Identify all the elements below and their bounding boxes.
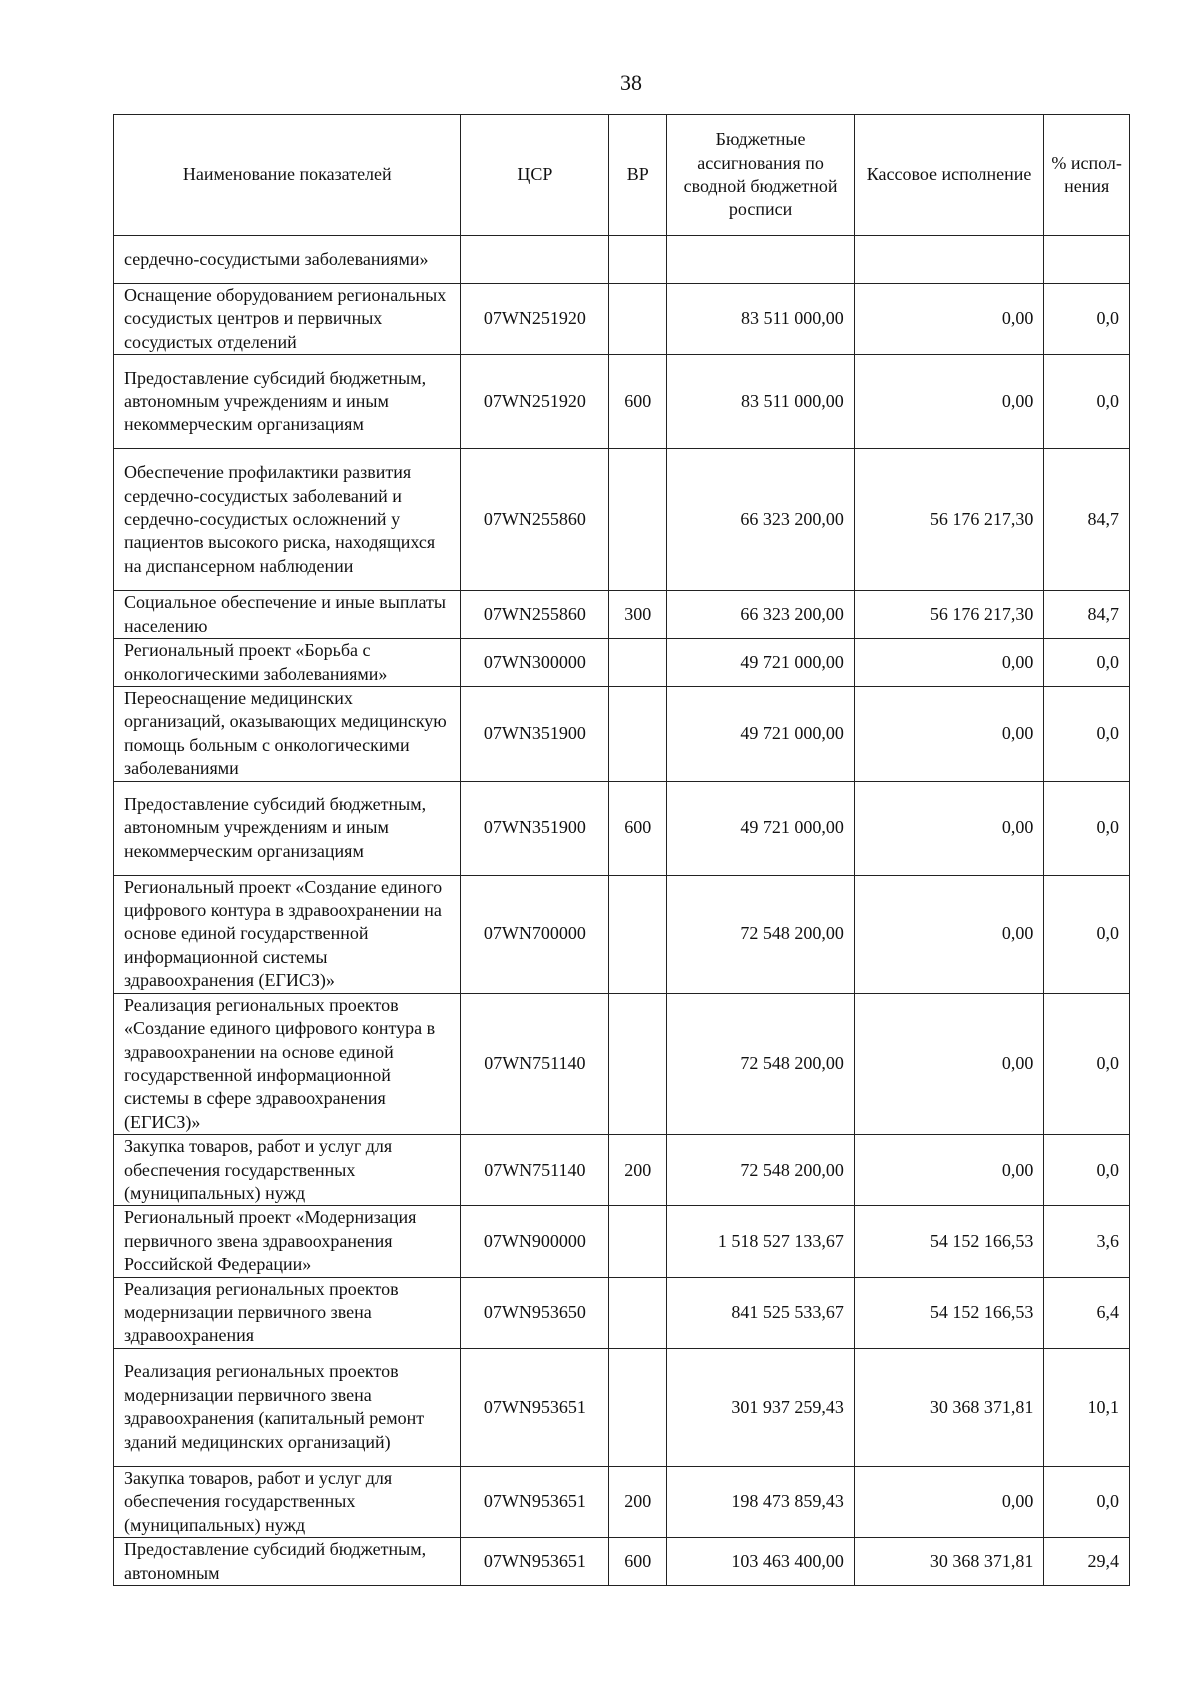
header-percent: % испол-нения xyxy=(1044,115,1130,236)
row-percent: 0,0 xyxy=(1044,781,1130,875)
row-cash: 0,00 xyxy=(854,355,1044,449)
row-name: сердечно-сосудистыми заболеваниями» xyxy=(114,236,461,284)
row-csr: 07WN953651 xyxy=(461,1466,609,1537)
row-vr xyxy=(609,875,667,993)
row-name: Реализация региональных проектов модернизации первичного звена здравоохранения xyxy=(114,1277,461,1348)
row-csr: 07WN900000 xyxy=(461,1206,609,1277)
table-row xyxy=(114,591,1130,639)
row-vr xyxy=(609,236,667,284)
row-name: Предоставление субсидий бюджетным, автономным учреждениям и иным некоммерческим организациям xyxy=(114,781,461,875)
row-csr: 07WN251920 xyxy=(461,355,609,449)
row-name: Региональный проект «Создание единого цифрового контура в здравоохранении на основе единой государственной информационной системы здравоохранения (ЕГИСЗ)» xyxy=(114,875,461,993)
row-name: Региональный проект «Модернизация первичного звена здравоохранения Российской Федерации» xyxy=(114,1206,461,1277)
row-vr: 200 xyxy=(609,1135,667,1206)
table-row xyxy=(114,687,1130,782)
row-name: Региональный проект «Борьба с онкологическими заболеваниями» xyxy=(114,639,461,687)
row-vr xyxy=(609,639,667,687)
row-cash: 0,00 xyxy=(854,993,1044,1134)
row-cash: 0,00 xyxy=(854,639,1044,687)
row-name: Социальное обеспечение и иные выплаты населению xyxy=(114,591,461,639)
row-percent: 0,0 xyxy=(1044,284,1130,355)
header-csr: ЦСР xyxy=(461,115,609,236)
table-row xyxy=(114,1135,1130,1206)
row-cash: 56 176 217,30 xyxy=(854,591,1044,639)
row-percent: 0,0 xyxy=(1044,639,1130,687)
row-percent: 6,4 xyxy=(1044,1277,1130,1348)
budget-table xyxy=(113,114,1130,1586)
table-row xyxy=(114,1348,1130,1466)
row-name: Реализация региональных проектов модернизации первичного звена здравоохранения (капитальный ремонт зданий медицинских организаций) xyxy=(114,1348,461,1466)
row-cash: 54 152 166,53 xyxy=(854,1277,1044,1348)
row-name: Предоставление субсидий бюджетным, автономным учреждениям и иным некоммерческим организациям xyxy=(114,355,461,449)
row-percent: 0,0 xyxy=(1044,993,1130,1134)
row-csr: 07WN953651 xyxy=(461,1538,609,1586)
row-cash: 30 368 371,81 xyxy=(854,1348,1044,1466)
row-cash: 56 176 217,30 xyxy=(854,449,1044,591)
row-vr xyxy=(609,449,667,591)
row-name: Предоставление субсидий бюджетным, автономным xyxy=(114,1538,461,1586)
row-cash: 0,00 xyxy=(854,687,1044,782)
row-vr: 600 xyxy=(609,355,667,449)
row-cash: 0,00 xyxy=(854,781,1044,875)
row-name: Обеспечение профилактики развития сердечно-сосудистых заболеваний и сердечно-сосудистых осложнений у пациентов высокого риска, находящихся на диспансерном наблюдении xyxy=(114,449,461,591)
row-name: Переоснащение медицинских организаций, оказывающих медицинскую помощь больным с онкологическими заболеваниями xyxy=(114,687,461,782)
table-row xyxy=(114,1206,1130,1277)
table-row xyxy=(114,639,1130,687)
row-budget: 66 323 200,00 xyxy=(667,591,855,639)
row-budget: 301 937 259,43 xyxy=(667,1348,855,1466)
row-budget: 841 525 533,67 xyxy=(667,1277,855,1348)
row-percent: 0,0 xyxy=(1044,875,1130,993)
row-vr xyxy=(609,1206,667,1277)
row-budget: 103 463 400,00 xyxy=(667,1538,855,1586)
row-vr xyxy=(609,1348,667,1466)
row-name: Закупка товаров, работ и услуг для обеспечения государственных (муниципальных) нужд xyxy=(114,1466,461,1537)
row-cash: 30 368 371,81 xyxy=(854,1538,1044,1586)
table-row xyxy=(114,284,1130,355)
row-csr: 07WN953651 xyxy=(461,1348,609,1466)
row-budget xyxy=(667,236,855,284)
page-number: 38 xyxy=(620,70,642,95)
row-budget: 66 323 200,00 xyxy=(667,449,855,591)
row-percent: 29,4 xyxy=(1044,1538,1130,1586)
row-budget: 83 511 000,00 xyxy=(667,355,855,449)
row-vr: 600 xyxy=(609,781,667,875)
row-cash xyxy=(854,236,1044,284)
row-cash: 0,00 xyxy=(854,1466,1044,1537)
row-csr: 07WN251920 xyxy=(461,284,609,355)
table-row xyxy=(114,993,1130,1134)
row-csr xyxy=(461,236,609,284)
row-budget: 1 518 527 133,67 xyxy=(667,1206,855,1277)
row-csr: 07WN751140 xyxy=(461,993,609,1134)
row-percent: 0,0 xyxy=(1044,1135,1130,1206)
row-percent: 84,7 xyxy=(1044,591,1130,639)
table-header-row xyxy=(114,115,1130,236)
table-row xyxy=(114,236,1130,284)
row-percent: 0,0 xyxy=(1044,1466,1130,1537)
row-csr: 07WN255860 xyxy=(461,449,609,591)
row-vr: 200 xyxy=(609,1466,667,1537)
table-row xyxy=(114,1466,1130,1537)
table-row xyxy=(114,355,1130,449)
row-csr: 07WN953650 xyxy=(461,1277,609,1348)
row-percent xyxy=(1044,236,1130,284)
row-percent: 84,7 xyxy=(1044,449,1130,591)
row-cash: 0,00 xyxy=(854,875,1044,993)
header-name: Наименование показателей xyxy=(114,115,461,236)
header-vr: ВР xyxy=(609,115,667,236)
row-vr xyxy=(609,687,667,782)
row-csr: 07WN751140 xyxy=(461,1135,609,1206)
header-cash: Кассовое исполнение xyxy=(854,115,1044,236)
row-csr: 07WN351900 xyxy=(461,687,609,782)
table-row xyxy=(114,1277,1130,1348)
row-percent: 0,0 xyxy=(1044,355,1130,449)
row-budget: 83 511 000,00 xyxy=(667,284,855,355)
row-budget: 72 548 200,00 xyxy=(667,1135,855,1206)
header-budget: Бюджетные ассигнования по сводной бюджетной росписи xyxy=(667,115,855,236)
table-row xyxy=(114,449,1130,591)
row-percent: 10,1 xyxy=(1044,1348,1130,1466)
row-budget: 49 721 000,00 xyxy=(667,639,855,687)
table-row xyxy=(114,1538,1130,1586)
row-name: Закупка товаров, работ и услуг для обеспечения государственных (муниципальных) нужд xyxy=(114,1135,461,1206)
row-vr: 600 xyxy=(609,1538,667,1586)
row-vr xyxy=(609,993,667,1134)
row-csr: 07WN351900 xyxy=(461,781,609,875)
row-vr xyxy=(609,284,667,355)
row-budget: 72 548 200,00 xyxy=(667,875,855,993)
row-csr: 07WN700000 xyxy=(461,875,609,993)
row-cash: 54 152 166,53 xyxy=(854,1206,1044,1277)
row-vr: 300 xyxy=(609,591,667,639)
row-csr: 07WN255860 xyxy=(461,591,609,639)
table-row xyxy=(114,781,1130,875)
row-budget: 49 721 000,00 xyxy=(667,687,855,782)
row-csr: 07WN300000 xyxy=(461,639,609,687)
row-percent: 3,6 xyxy=(1044,1206,1130,1277)
row-percent: 0,0 xyxy=(1044,687,1130,782)
row-budget: 49 721 000,00 xyxy=(667,781,855,875)
table-row xyxy=(114,875,1130,993)
row-vr xyxy=(609,1277,667,1348)
row-name: Оснащение оборудованием региональных сосудистых центров и первичных сосудистых отделений xyxy=(114,284,461,355)
row-cash: 0,00 xyxy=(854,1135,1044,1206)
row-budget: 72 548 200,00 xyxy=(667,993,855,1134)
row-name: Реализация региональных проектов «Создание единого цифрового контура в здравоохранении на основе единой государственной информационной системы в сфере здравоохранения (ЕГИСЗ)» xyxy=(114,993,461,1134)
row-cash: 0,00 xyxy=(854,284,1044,355)
row-budget: 198 473 859,43 xyxy=(667,1466,855,1537)
